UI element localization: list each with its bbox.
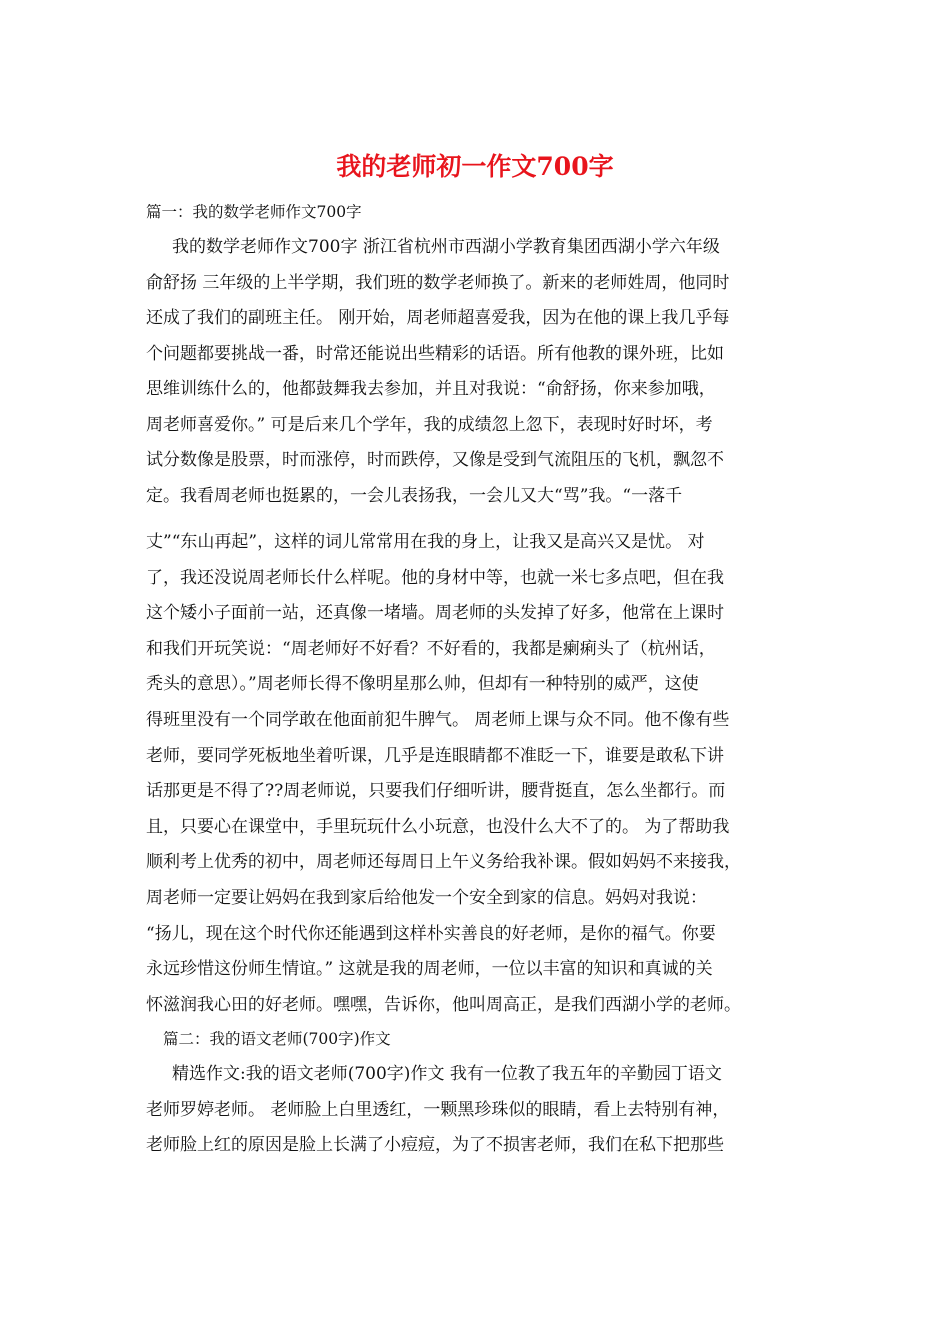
paragraph-line: 顺利考上优秀的初中，周老师还每周日上午义务给我补课。假如妈妈不来接我， (146, 852, 741, 872)
section-heading-2: 篇二：我的语文老师(700字)作文 (163, 1030, 391, 1048)
paragraph-line: “扬儿，现在这个时代你还能遇到这样朴实善良的好老师，是你的福气。你要 (146, 924, 716, 944)
paragraph-line: 这个矮小子面前一站，还真像一堵墙。周老师的头发掉了好多，他常在上课时 (146, 603, 724, 623)
paragraph-line: 得班里没有一个同学敢在他面前犯牛脾气。 周老师上课与众不同。他不像有些 (146, 710, 730, 730)
paragraph-line: 老师脸上红的原因是脸上长满了小痘痘，为了不损害老师，我们在私下把那些 (146, 1135, 724, 1155)
paragraph-line: 秃头的意思）。”周老师长得不像明星那么帅，但却有一种特别的威严，这使 (146, 674, 699, 694)
paragraph-line: 老师，要同学死板地坐着听课，几乎是连眼睛都不准眨一下，谁要是敢私下讲 (146, 746, 724, 766)
paragraph-line: 思维训练什么的，他都鼓舞我去参加，并且对我说：“俞舒扬，你来参加哦， (146, 379, 716, 399)
paragraph-line: 定。我看周老师也挺累的，一会儿表扬我，一会儿又大“骂”我。“一落千 (146, 486, 683, 506)
paragraph-line: 我的数学老师作文700字 浙江省杭州市西湖小学教育集团西湖小学六年级 (172, 237, 720, 257)
paragraph-line: 且，只要心在课堂中，手里玩玩什么小玩意，也没什么大不了的。 为了帮助我 (146, 817, 730, 837)
paragraph-line: 和我们开玩笑说：“周老师好不好看？不好看的，我都是瘌痢头了（杭州话， (146, 639, 716, 659)
paragraph-line: 还成了我们的副班主任。 刚开始，周老师超喜爱我，因为在他的课上我几乎每 (146, 308, 730, 328)
paragraph-line: 了，我还没说周老师长什么样呢。他的身材中等，也就一米七多点吧，但在我 (146, 568, 724, 588)
paragraph-line: 周老师一定要让妈妈在我到家后给他发一个安全到家的信息。妈妈对我说： (146, 888, 707, 908)
paragraph-line: 怀滋润我心田的好老师。嘿嘿，告诉你，他叫周高正，是我们西湖小学的老师。 (146, 995, 741, 1015)
paragraph-line: 话那更是不得了??周老师说，只要我们仔细听讲，腰背挺直，怎么坐都行。而 (146, 781, 726, 801)
paragraph-line: 个问题都要挑战一番，时常还能说出些精彩的话语。所有他教的课外班，比如 (146, 344, 724, 364)
section-heading-1: 篇一：我的数学老师作文700字 (146, 203, 362, 221)
paragraph-line: 试分数像是股票，时而涨停，时而跌停，又像是受到气流阻压的飞机，飘忽不 (146, 450, 724, 470)
paragraph-line: 精选作文:我的语文老师(700字)作文 我有一位教了我五年的辛勤园丁语文 (172, 1064, 722, 1084)
paragraph-line: 老师罗婷老师。 老师脸上白里透红，一颗黑珍珠似的眼睛，看上去特别有神， (146, 1100, 730, 1120)
paragraph-line: 周老师喜爱你。” 可是后来几个学年，我的成绩忽上忽下，表现时好时坏，考 (146, 415, 713, 435)
document-title: 我的老师初一作文700字 (336, 152, 614, 181)
paragraph-line: 丈”“东山再起”，这样的词儿常常用在我的身上，让我又是高兴又是忧。 对 (146, 532, 705, 552)
paragraph-line: 俞舒扬 三年级的上半学期，我们班的数学老师换了。新来的老师姓周，他同时 (146, 273, 730, 293)
paragraph-line: 永远珍惜这份师生情谊。” 这就是我的周老师，一位以丰富的知识和真诚的关 (146, 959, 713, 979)
